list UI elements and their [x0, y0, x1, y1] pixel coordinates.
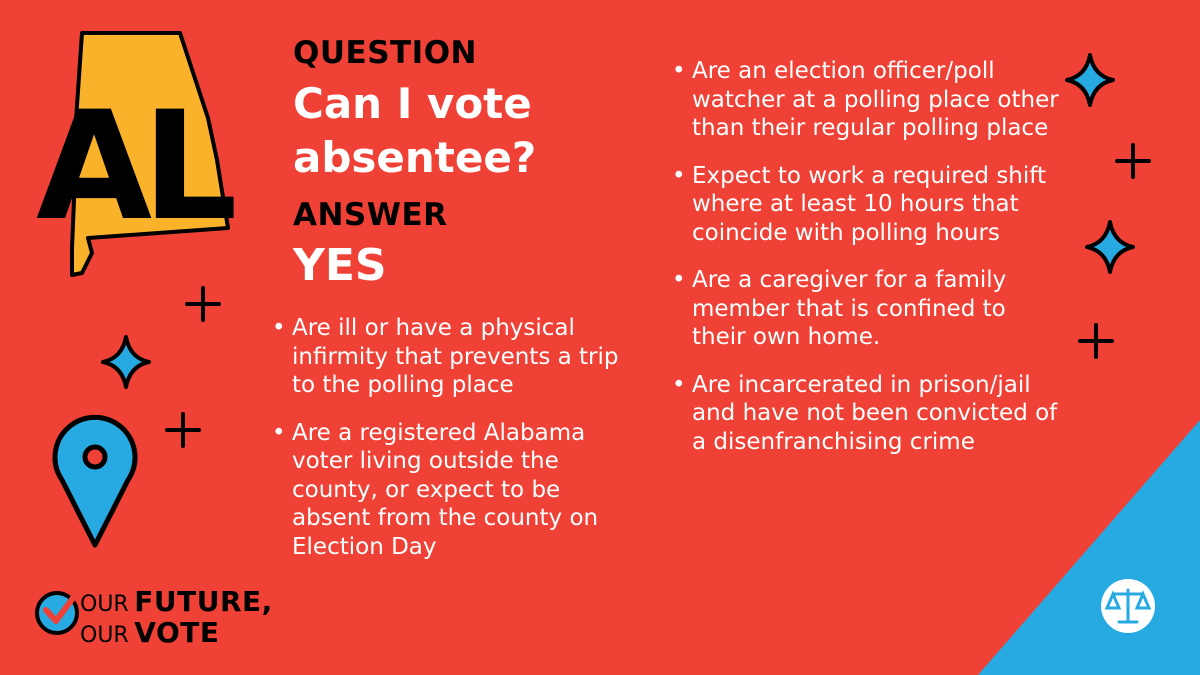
logo-word: OUR [80, 623, 129, 648]
list-item: • Are a registered Alabama voter living outside the county, or expect to be absent from the county on Election Day [272, 419, 632, 562]
map-pin-icon [55, 417, 135, 545]
list-item: • Are a caregiver for a family member that is confined to their own home. [672, 266, 1062, 352]
reasons-list-left [272, 314, 632, 580]
sparkle-icon [1067, 55, 1113, 105]
list-item: • Are an election officer/poll watcher at a polling place other than their regular polling place [672, 57, 1062, 143]
plus-icon [1117, 145, 1149, 177]
plus-icon [1080, 325, 1112, 357]
sparkle-icon [1087, 222, 1133, 272]
logo-word: OUR [80, 592, 129, 617]
state-abbreviation: AL [36, 80, 228, 254]
question-label: QUESTION [293, 35, 478, 71]
plus-icon [187, 288, 219, 320]
list-item: • Are ill or have a physical infirmity that prevents a trip to the polling place [272, 314, 632, 400]
logo-word: VOTE [134, 616, 220, 649]
campaign-logo [80, 585, 273, 650]
question-text: Can I vote absentee? [293, 79, 537, 182]
list-item: • Expect to work a required shift where at least 10 hours that coincide with polling hours [672, 162, 1062, 248]
answer-text: YES [293, 240, 387, 291]
map-pin-hole [85, 447, 105, 467]
reasons-list-right [672, 57, 1062, 475]
plus-icon [167, 414, 199, 446]
logo-word: FUTURE, [134, 585, 273, 618]
answer-label: ANSWER [293, 197, 448, 233]
list-item: • Are incarcerated in prison/jail and have not been convicted of a disenfranchising crime [672, 371, 1062, 457]
sparkle-icon [103, 337, 149, 387]
